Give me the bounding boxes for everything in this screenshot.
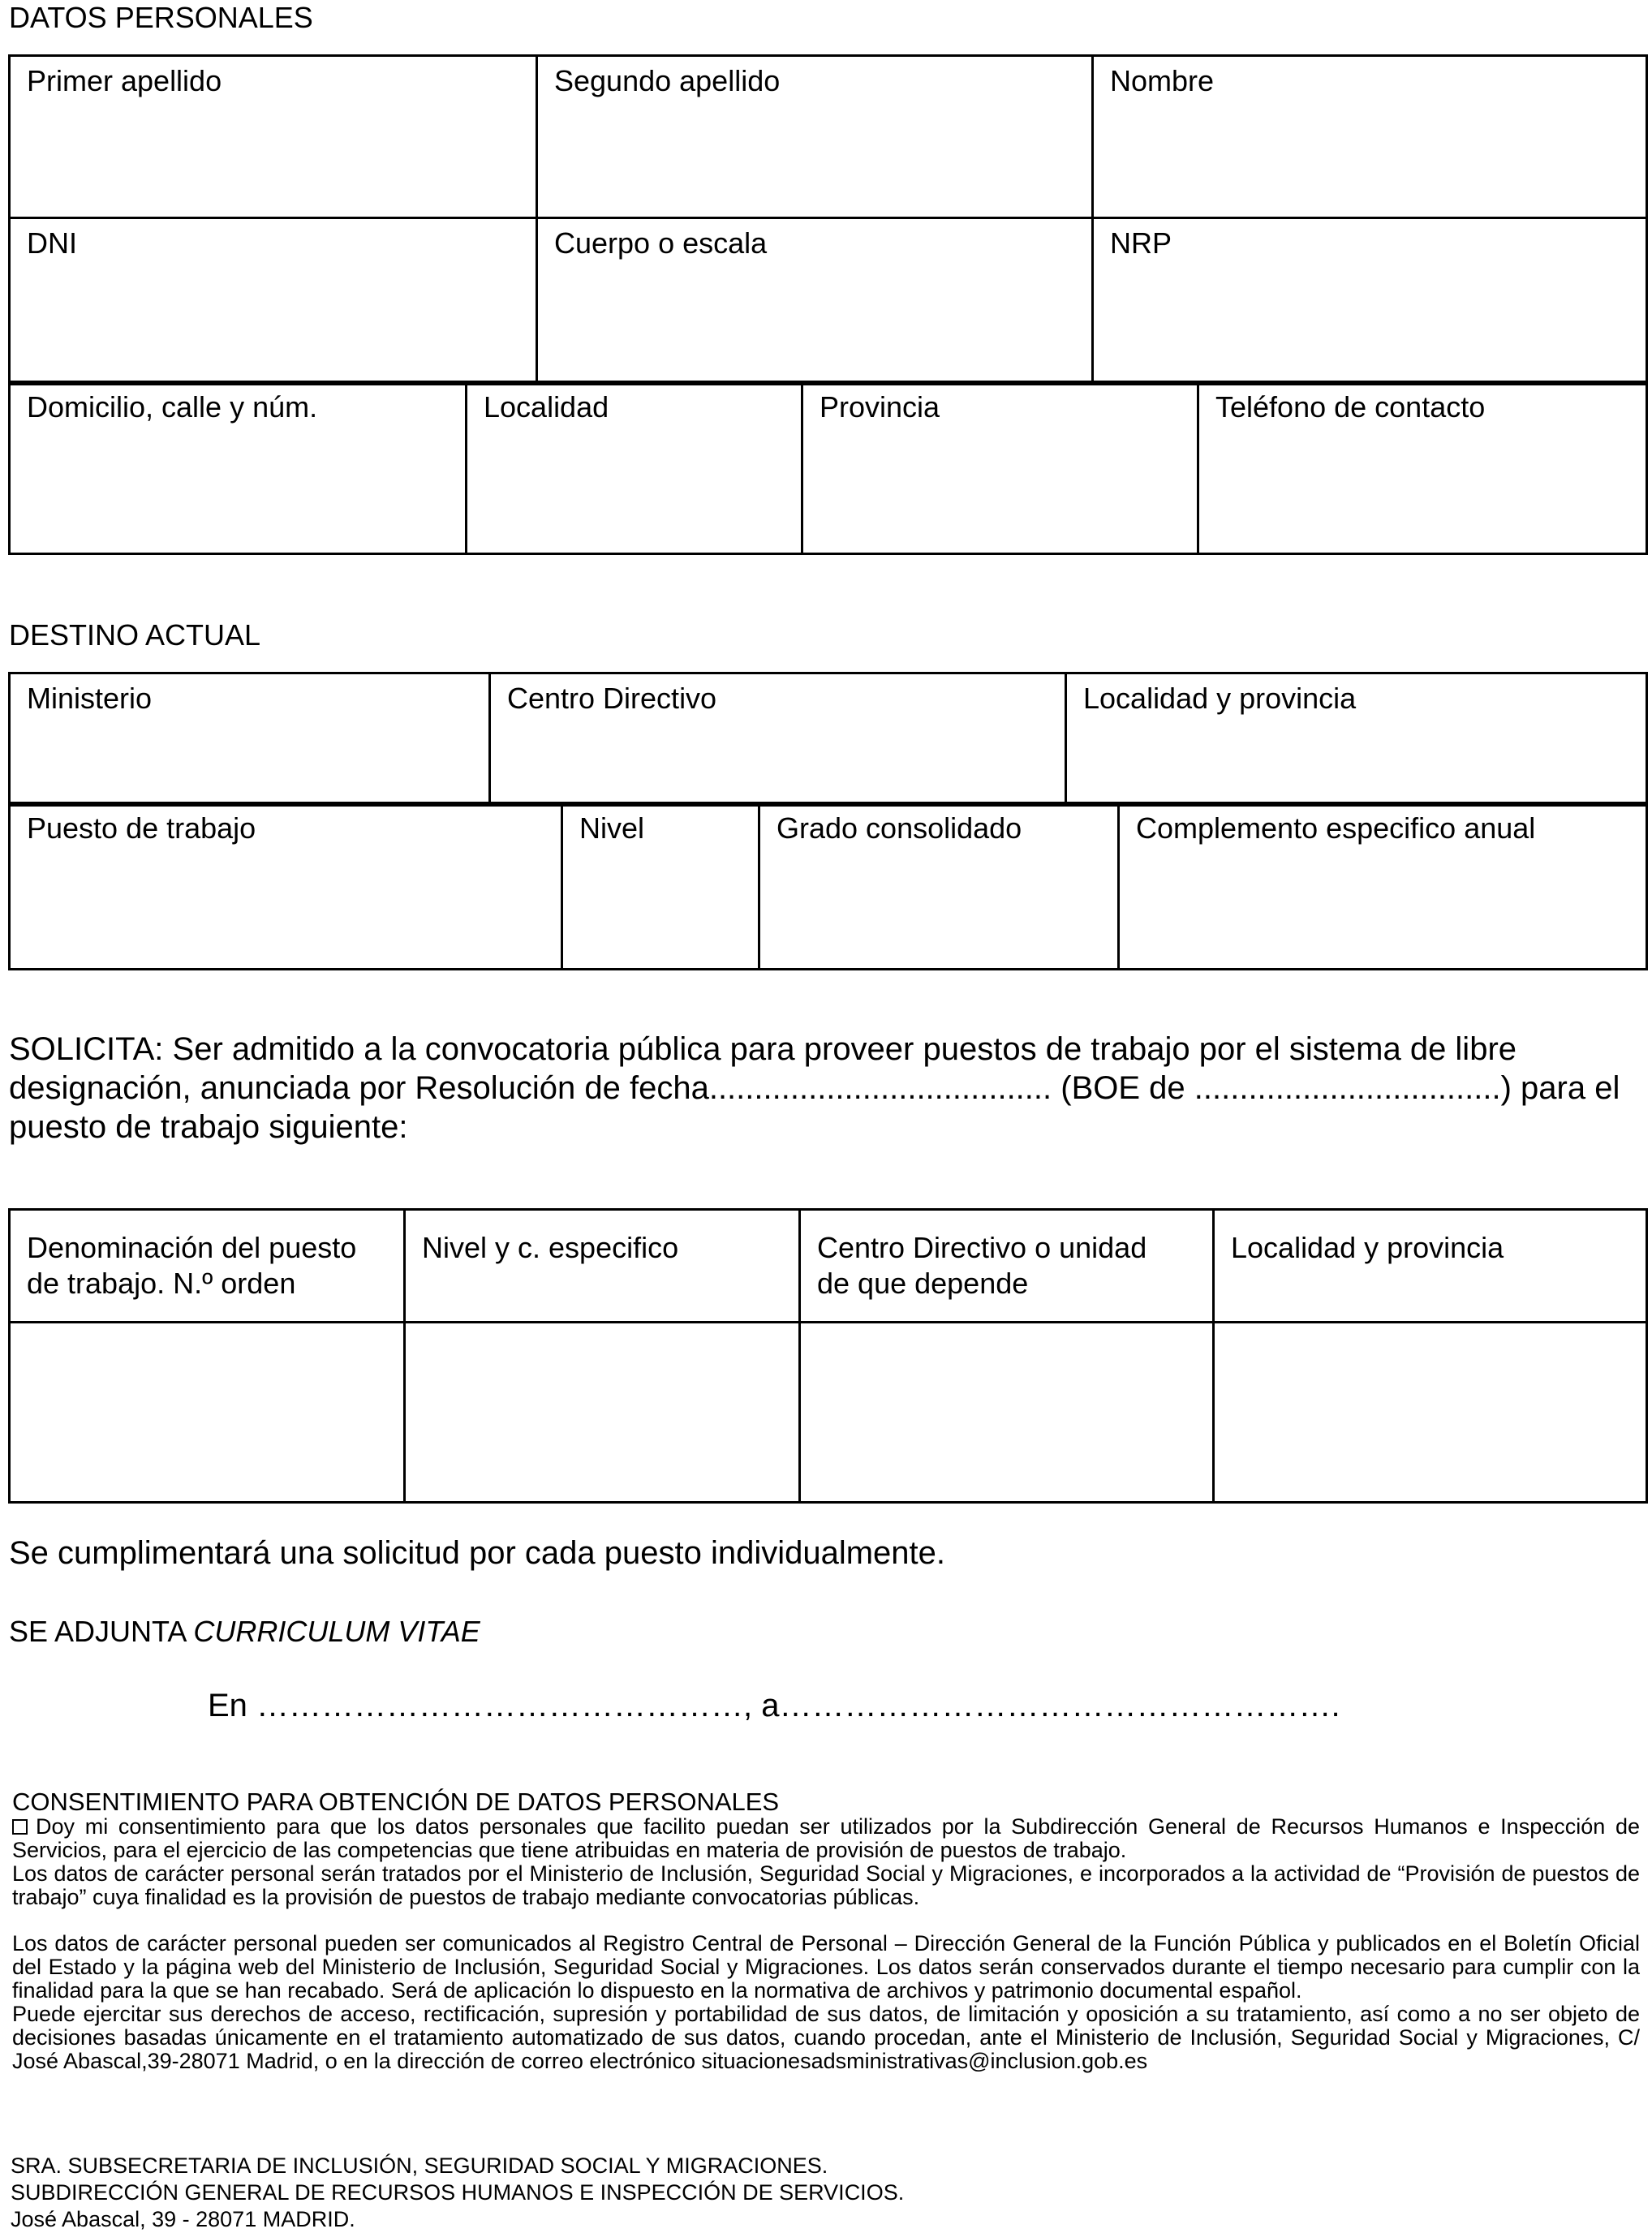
localidad-provincia-input-cell[interactable] bbox=[1214, 1323, 1647, 1503]
localidad-label: Localidad bbox=[484, 390, 609, 424]
centro-directivo-label: Centro Directivo bbox=[507, 682, 717, 715]
consent-paragraph-3: Los datos de carácter personal pueden ser comunicados al Registro Central de Personal – Dirección General de la Función Pública y publicados en el Boletín Oficial del Estado y la página web del Ministerio de Inclusión, Seguridad Social y Migraciones. Los datos serán conservados durante el tiempo necesario para cumplir con la finalidad para la que se han recabado. Será de aplicación lo dispuesto en la normativa de archivos y patrimonio documental español. bbox=[12, 1931, 1640, 2003]
localidad-provincia-label: Localidad y provincia bbox=[1083, 682, 1357, 715]
puesto-header-localidad bbox=[1214, 1210, 1647, 1323]
nivel-especifico-input-cell[interactable] bbox=[405, 1323, 800, 1503]
consent-text: Doy mi consentimiento para que los datos personales que facilito puedan ser utilizados por la Subdirección General de Recursos Humanos e Inspección de Servicios, para el ejercicio de las competencias que tiene atribuidas en materia de provisión de puestos de trabajo. bbox=[12, 1814, 1640, 1862]
domicilio-label: Domicilio, calle y núm. bbox=[27, 390, 318, 424]
puesto-header-denominacion bbox=[10, 1210, 405, 1323]
consent-paragraph-1 bbox=[12, 1815, 1640, 1862]
centro-unidad-label: Centro Directivo o unidad de que depende bbox=[817, 1231, 1147, 1300]
nivel-label: Nivel bbox=[579, 811, 645, 845]
localidad-field[interactable] bbox=[467, 382, 802, 554]
provincia-label: Provincia bbox=[820, 390, 940, 424]
cuerpo-escala-label: Cuerpo o escala bbox=[554, 226, 768, 260]
localidad-provincia-header-label: Localidad y provincia bbox=[1231, 1231, 1504, 1264]
nivel-field[interactable] bbox=[562, 803, 759, 970]
denominacion-label: Denominación del puesto de trabajo. N.º orden bbox=[27, 1231, 357, 1300]
destino-table-row2 bbox=[8, 802, 1648, 970]
address-line-1: SRA. SUBSECRETARIA DE INCLUSIÓN, SEGURIDAD SOCIAL Y MIGRACIONES. bbox=[11, 2153, 828, 2178]
grado-consolidado-field[interactable] bbox=[759, 803, 1119, 970]
puesto-header-centro bbox=[800, 1210, 1214, 1323]
nombre-field[interactable] bbox=[1093, 56, 1647, 218]
cuerpo-escala-field[interactable] bbox=[537, 218, 1093, 385]
nrp-label: NRP bbox=[1110, 226, 1172, 260]
consent-section bbox=[12, 1789, 1640, 2073]
primer-apellido-label: Primer apellido bbox=[27, 64, 222, 97]
provincia-field[interactable] bbox=[802, 382, 1198, 554]
puesto-trabajo-label: Puesto de trabajo bbox=[27, 811, 256, 845]
personal-data-table-row3 bbox=[8, 381, 1648, 555]
domicilio-field[interactable] bbox=[10, 382, 467, 554]
adjunta-line bbox=[9, 1616, 480, 1648]
denominacion-input-cell[interactable] bbox=[10, 1323, 405, 1503]
primer-apellido-field[interactable] bbox=[10, 56, 537, 218]
personal-data-table-row1 bbox=[8, 54, 1648, 385]
curriculum-vitae-text: CURRICULUM VITAE bbox=[193, 1615, 480, 1648]
centro-directivo-field[interactable] bbox=[490, 673, 1066, 806]
dni-label: DNI bbox=[27, 226, 77, 260]
dni-field[interactable] bbox=[10, 218, 537, 385]
solicita-paragraph: SOLICITA: Ser admitido a la convocatoria pública para proveer puestos de trabajo por el sistema de libre designación, anunciada por Resolución de fecha...................................... (BOE de ..................................) para el puesto de trabajo siguiente: bbox=[9, 1031, 1620, 1145]
individual-request-note: Se cumplimentará una solicitud por cada puesto individualmente. bbox=[9, 1535, 946, 1571]
centro-unidad-input-cell[interactable] bbox=[800, 1323, 1214, 1503]
consent-title: CONSENTIMIENTO PARA OBTENCIÓN DE DATOS PERSONALES bbox=[12, 1788, 780, 1816]
place-date-line[interactable]: En ………………………………………, a……………………………………………. bbox=[208, 1688, 1340, 1723]
consent-checkbox[interactable] bbox=[12, 1819, 28, 1835]
destino-table-row1 bbox=[8, 672, 1648, 807]
telefono-field[interactable] bbox=[1198, 382, 1647, 554]
consent-paragraph-4: Puede ejercitar sus derechos de acceso, rectificación, supresión y portabilidad de sus datos, de limitación y oposición a su tratamiento, así como a no ser objeto de decisiones basadas únicamente en el tratamiento automatizado de sus datos, cuando procedan, ante el Ministerio de Inclusión, Seguridad Social y Migraciones, C/ José Abascal,39-28071 Madrid, o en la dirección de correo electrónico situacionesadsministrativas@inclusion.gob.es bbox=[12, 2002, 1640, 2073]
telefono-label: Teléfono de contacto bbox=[1215, 390, 1486, 424]
destino-actual-title: DESTINO ACTUAL bbox=[9, 618, 261, 652]
ministerio-field[interactable] bbox=[10, 673, 490, 806]
puesto-header-nivel bbox=[405, 1210, 800, 1323]
complemento-especifico-field[interactable] bbox=[1119, 803, 1647, 970]
puesto-solicitado-table bbox=[8, 1208, 1648, 1504]
puesto-trabajo-field[interactable] bbox=[10, 803, 562, 970]
adjunta-prefix: SE ADJUNTA bbox=[9, 1615, 194, 1648]
ministerio-label: Ministerio bbox=[27, 682, 153, 715]
nivel-especifico-label: Nivel y c. especifico bbox=[422, 1231, 679, 1264]
recipient-address bbox=[11, 2153, 904, 2233]
personal-data-title: DATOS PERSONALES bbox=[9, 1, 313, 34]
localidad-provincia-field[interactable] bbox=[1066, 673, 1647, 806]
complemento-especifico-label: Complemento especifico anual bbox=[1136, 811, 1536, 845]
segundo-apellido-label: Segundo apellido bbox=[554, 64, 781, 97]
consent-paragraph-2: Los datos de carácter personal serán tratados por el Ministerio de Inclusión, Seguridad Social y Migraciones, e incorporados a la actividad de “Provisión de puestos de trabajo” cuya finalidad es la provisión de puestos de trabajo mediante convocatorias públicas. bbox=[12, 1861, 1640, 1909]
grado-consolidado-label: Grado consolidado bbox=[777, 811, 1022, 845]
address-line-2: SUBDIRECCIÓN GENERAL DE RECURSOS HUMANOS E INSPECCIÓN DE SERVICIOS. bbox=[11, 2180, 905, 2205]
nrp-field[interactable] bbox=[1093, 218, 1647, 385]
nombre-label: Nombre bbox=[1110, 64, 1215, 97]
segundo-apellido-field[interactable] bbox=[537, 56, 1093, 218]
address-line-3: José Abascal, 39 - 28071 MADRID. bbox=[11, 2207, 355, 2231]
